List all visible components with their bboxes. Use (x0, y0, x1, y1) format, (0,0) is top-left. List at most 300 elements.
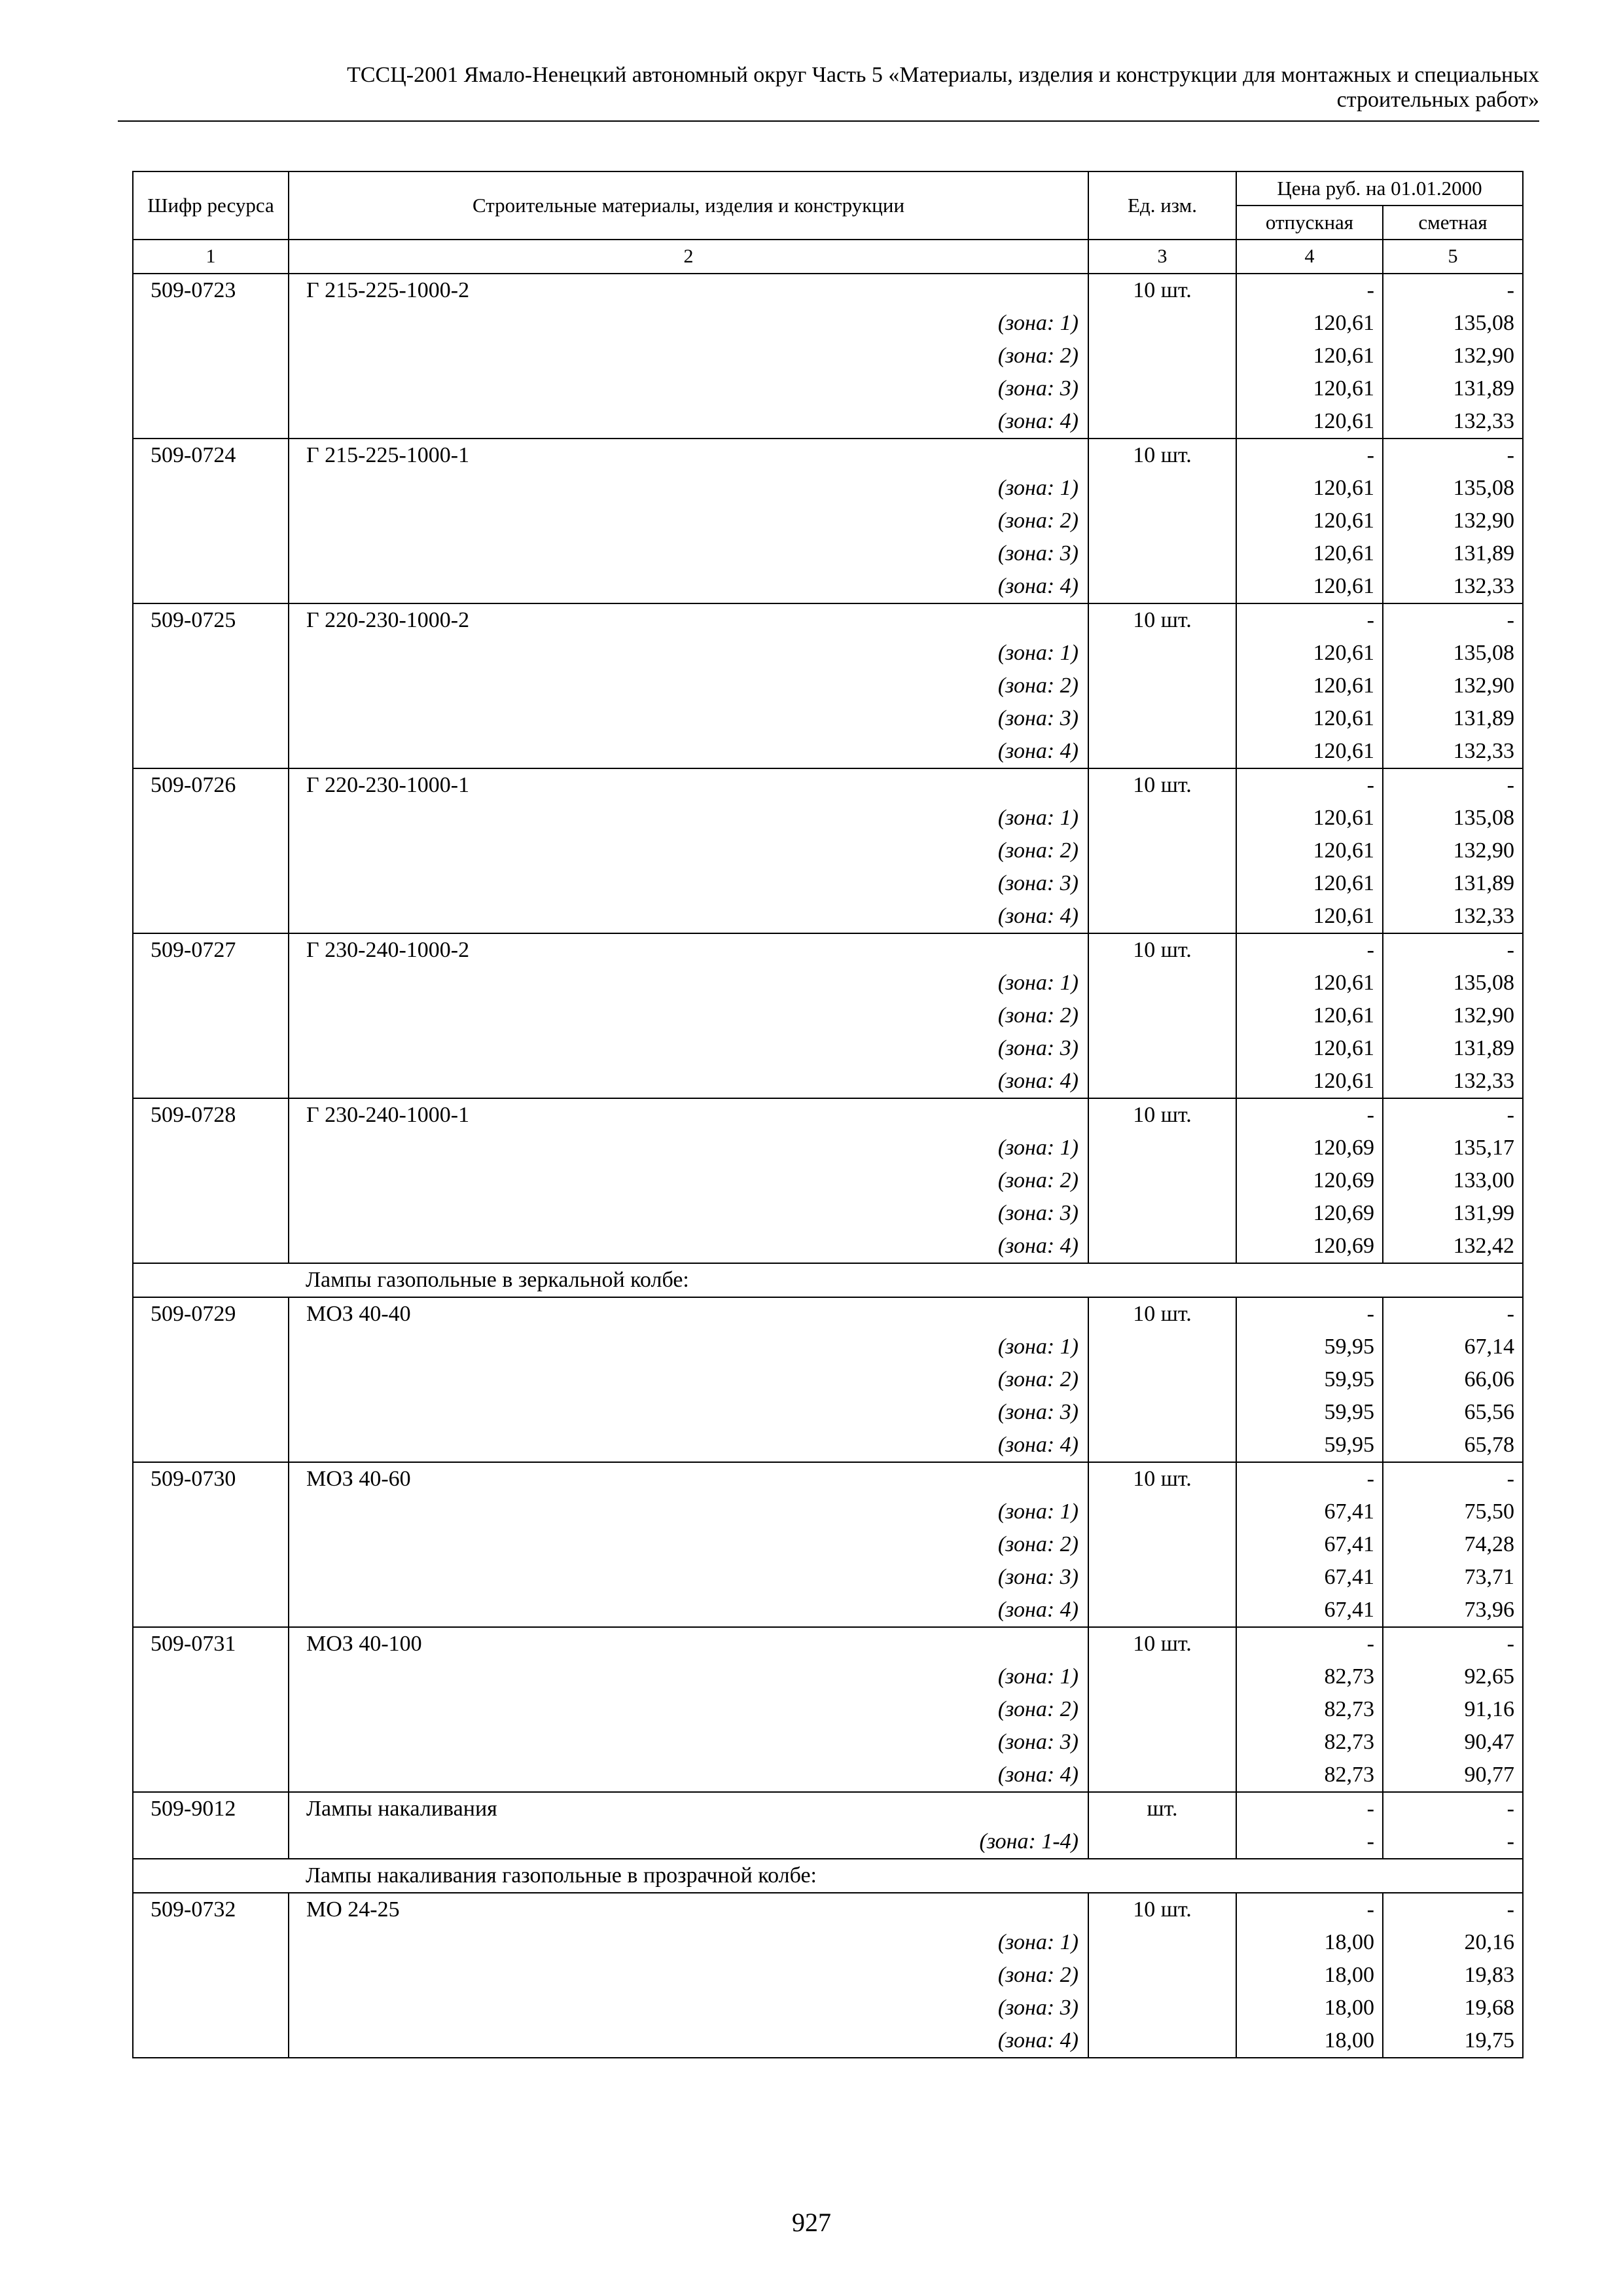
zone-row (133, 1926, 1523, 1959)
column-number: 5 (1383, 240, 1523, 274)
material-name: Г 220-230-1000-2 (289, 603, 1088, 637)
release-price: 120,61 (1236, 735, 1383, 768)
estimate-price: 75,50 (1383, 1496, 1523, 1528)
empty-code-cell (133, 1528, 289, 1561)
release-price: 120,61 (1236, 1065, 1383, 1098)
release-price: 120,61 (1236, 1032, 1383, 1065)
zone-label: (зона: 2) (289, 999, 1088, 1032)
zone-label: (зона: 4) (289, 900, 1088, 933)
empty-code-cell (133, 1726, 289, 1759)
release-price: 59,95 (1236, 1331, 1383, 1363)
zone-row (133, 1992, 1523, 2024)
empty-unit-cell (1088, 900, 1236, 933)
empty-unit-cell (1088, 1759, 1236, 1792)
release-price: 120,61 (1236, 307, 1383, 340)
table-row (133, 1627, 1523, 1660)
zone-label: (зона: 1) (289, 967, 1088, 999)
col-unit-header: Ед. изм. (1088, 171, 1236, 240)
empty-unit-cell (1088, 1164, 1236, 1197)
empty-code-cell (133, 537, 289, 570)
zone-label: (зона: 1) (289, 1660, 1088, 1693)
estimate-price: - (1383, 1462, 1523, 1496)
estimate-price: 19,75 (1383, 2024, 1523, 2058)
empty-code-cell (133, 1164, 289, 1197)
zone-label: (зона: 4) (289, 1230, 1088, 1263)
zone-label: (зона: 3) (289, 1396, 1088, 1429)
estimate-price: 65,78 (1383, 1429, 1523, 1462)
release-price: - (1236, 274, 1383, 307)
column-number: 4 (1236, 240, 1383, 274)
zone-label: (зона: 1-4) (289, 1825, 1088, 1859)
empty-code-cell (133, 900, 289, 933)
empty-code-cell (133, 1363, 289, 1396)
estimate-price: 91,16 (1383, 1693, 1523, 1726)
release-price: - (1236, 933, 1383, 967)
estimate-price: 135,08 (1383, 307, 1523, 340)
unit: 10 шт. (1088, 439, 1236, 472)
table-row (133, 1893, 1523, 1926)
empty-code-cell (133, 802, 289, 834)
estimate-price: 131,99 (1383, 1197, 1523, 1230)
zone-row (133, 472, 1523, 505)
empty-unit-cell (1088, 340, 1236, 372)
estimate-price: 132,90 (1383, 340, 1523, 372)
zone-row (133, 505, 1523, 537)
estimate-price: 90,47 (1383, 1726, 1523, 1759)
empty-code-cell (133, 1594, 289, 1627)
resource-code: 509-0731 (133, 1627, 289, 1660)
estimate-price: 132,33 (1383, 1065, 1523, 1098)
release-price: - (1236, 1792, 1383, 1825)
empty-code-cell (133, 1032, 289, 1065)
empty-code-cell (133, 834, 289, 867)
release-price: 120,61 (1236, 537, 1383, 570)
release-price: 120,61 (1236, 570, 1383, 603)
empty-unit-cell (1088, 2024, 1236, 2058)
table-row (133, 1462, 1523, 1496)
empty-code-cell (133, 505, 289, 537)
estimate-price: - (1383, 274, 1523, 307)
zone-row (133, 670, 1523, 702)
section-end-cell (1383, 1263, 1523, 1297)
zone-row (133, 1197, 1523, 1230)
col-release-header: отпускная (1236, 206, 1383, 240)
release-price: 67,41 (1236, 1594, 1383, 1627)
empty-unit-cell (1088, 307, 1236, 340)
empty-code-cell (133, 1561, 289, 1594)
estimate-price: 19,83 (1383, 1959, 1523, 1992)
empty-unit-cell (1088, 570, 1236, 603)
empty-code-cell (133, 1693, 289, 1726)
release-price: 120,61 (1236, 967, 1383, 999)
estimate-price: - (1383, 439, 1523, 472)
table-body (133, 274, 1523, 2058)
zone-row (133, 1230, 1523, 1263)
zone-row (133, 1065, 1523, 1098)
estimate-price: 74,28 (1383, 1528, 1523, 1561)
zone-label: (зона: 2) (289, 1528, 1088, 1561)
release-price: - (1236, 1297, 1383, 1331)
section-heading-row (133, 1263, 1523, 1297)
empty-unit-cell (1088, 1825, 1236, 1859)
estimate-price: - (1383, 1297, 1523, 1331)
release-price: 120,61 (1236, 670, 1383, 702)
empty-unit-cell (1088, 472, 1236, 505)
empty-code-cell (133, 1331, 289, 1363)
empty-code-cell (133, 1496, 289, 1528)
unit: 10 шт. (1088, 1098, 1236, 1132)
section-end-cell (1383, 1859, 1523, 1893)
header-rule (118, 120, 1539, 122)
empty-unit-cell (1088, 1197, 1236, 1230)
zone-label: (зона: 1) (289, 802, 1088, 834)
zone-label: (зона: 2) (289, 1363, 1088, 1396)
zone-row (133, 1429, 1523, 1462)
zone-label: (зона: 2) (289, 505, 1088, 537)
release-price: 120,69 (1236, 1132, 1383, 1164)
zone-row (133, 1594, 1523, 1627)
material-name: МОЗ 40-60 (289, 1462, 1088, 1496)
running-header (118, 63, 1539, 113)
empty-code-cell (133, 867, 289, 900)
zone-label: (зона: 4) (289, 1759, 1088, 1792)
estimate-price: 132,33 (1383, 735, 1523, 768)
release-price: - (1236, 1627, 1383, 1660)
estimate-price: 92,65 (1383, 1660, 1523, 1693)
section-blank-cell (133, 1263, 289, 1297)
material-name: Г 230-240-1000-2 (289, 933, 1088, 967)
material-name: Г 220-230-1000-1 (289, 768, 1088, 802)
zone-row (133, 1825, 1523, 1859)
empty-unit-cell (1088, 834, 1236, 867)
zone-label: (зона: 4) (289, 1065, 1088, 1098)
empty-unit-cell (1088, 1429, 1236, 1462)
zone-label: (зона: 3) (289, 867, 1088, 900)
empty-code-cell (133, 340, 289, 372)
estimate-price: 131,89 (1383, 537, 1523, 570)
unit: 10 шт. (1088, 274, 1236, 307)
zone-label: (зона: 1) (289, 1331, 1088, 1363)
zone-row (133, 735, 1523, 768)
zone-row (133, 900, 1523, 933)
table-row (133, 1098, 1523, 1132)
empty-code-cell (133, 735, 289, 768)
empty-unit-cell (1088, 1363, 1236, 1396)
estimate-price: 131,89 (1383, 372, 1523, 405)
release-price: - (1236, 1462, 1383, 1496)
zone-label: (зона: 2) (289, 1693, 1088, 1726)
release-price: 67,41 (1236, 1561, 1383, 1594)
estimate-price: 19,68 (1383, 1992, 1523, 2024)
unit: шт. (1088, 1792, 1236, 1825)
empty-unit-cell (1088, 1594, 1236, 1627)
estimate-price: 73,96 (1383, 1594, 1523, 1627)
zone-row (133, 802, 1523, 834)
material-name: МО 24-25 (289, 1893, 1088, 1926)
empty-unit-cell (1088, 1693, 1236, 1726)
estimate-price: 135,08 (1383, 472, 1523, 505)
zone-label: (зона: 1) (289, 1926, 1088, 1959)
empty-code-cell (133, 1759, 289, 1792)
empty-unit-cell (1088, 1528, 1236, 1561)
col-price-header: Цена руб. на 01.01.2000 (1236, 171, 1523, 206)
zone-row (133, 340, 1523, 372)
release-price: 120,61 (1236, 472, 1383, 505)
release-price: - (1236, 1825, 1383, 1859)
release-price: 18,00 (1236, 1926, 1383, 1959)
zone-label: (зона: 4) (289, 405, 1088, 439)
empty-unit-cell (1088, 372, 1236, 405)
resource-code: 509-0732 (133, 1893, 289, 1926)
zone-label: (зона: 4) (289, 1429, 1088, 1462)
zone-label: (зона: 2) (289, 670, 1088, 702)
zone-label: (зона: 4) (289, 1594, 1088, 1627)
empty-unit-cell (1088, 505, 1236, 537)
empty-code-cell (133, 702, 289, 735)
table-row (133, 768, 1523, 802)
unit: 10 шт. (1088, 768, 1236, 802)
empty-unit-cell (1088, 802, 1236, 834)
zone-row (133, 405, 1523, 439)
release-price: 120,61 (1236, 405, 1383, 439)
estimate-price: 20,16 (1383, 1926, 1523, 1959)
zone-label: (зона: 2) (289, 1164, 1088, 1197)
zone-label: (зона: 4) (289, 570, 1088, 603)
zone-label: (зона: 2) (289, 340, 1088, 372)
release-price: 67,41 (1236, 1496, 1383, 1528)
release-price: 120,61 (1236, 867, 1383, 900)
section-heading: Лампы газопольные в зеркальной колбе: (289, 1263, 1383, 1297)
estimate-price: 135,08 (1383, 967, 1523, 999)
zone-row (133, 372, 1523, 405)
release-price: 82,73 (1236, 1660, 1383, 1693)
empty-code-cell (133, 472, 289, 505)
release-price: 120,61 (1236, 505, 1383, 537)
release-price: 59,95 (1236, 1363, 1383, 1396)
column-number: 2 (289, 240, 1088, 274)
zone-row (133, 1660, 1523, 1693)
col-name-header: Строительные материалы, изделия и конструкции (289, 171, 1088, 240)
empty-code-cell (133, 307, 289, 340)
release-price: 18,00 (1236, 1959, 1383, 1992)
section-blank-cell (133, 1859, 289, 1893)
empty-unit-cell (1088, 1496, 1236, 1528)
zone-label: (зона: 3) (289, 372, 1088, 405)
estimate-price: - (1383, 768, 1523, 802)
empty-unit-cell (1088, 1032, 1236, 1065)
empty-code-cell (133, 670, 289, 702)
release-price: 59,95 (1236, 1396, 1383, 1429)
page-number: 927 (792, 2208, 831, 2237)
material-name: Г 215-225-1000-2 (289, 274, 1088, 307)
empty-unit-cell (1088, 867, 1236, 900)
resource-code: 509-0730 (133, 1462, 289, 1496)
zone-row (133, 1032, 1523, 1065)
zone-row (133, 1561, 1523, 1594)
empty-code-cell (133, 999, 289, 1032)
empty-code-cell (133, 1197, 289, 1230)
resource-code: 509-0729 (133, 1297, 289, 1331)
zone-row (133, 1496, 1523, 1528)
estimate-price: - (1383, 1825, 1523, 1859)
running-header-line-1: ТССЦ-2001 Ямало-Ненецкий автономный округ Часть 5 «Материалы, изделия и конструкции для монтажных и специальных (347, 63, 1539, 87)
empty-unit-cell (1088, 637, 1236, 670)
release-price: 18,00 (1236, 2024, 1383, 2058)
unit: 10 шт. (1088, 603, 1236, 637)
resource-code: 509-9012 (133, 1792, 289, 1825)
zone-label: (зона: 2) (289, 1959, 1088, 1992)
empty-code-cell (133, 1660, 289, 1693)
empty-code-cell (133, 1396, 289, 1429)
release-price: 120,69 (1236, 1197, 1383, 1230)
resource-code: 509-0726 (133, 768, 289, 802)
estimate-price: 132,90 (1383, 670, 1523, 702)
running-header-line-2: строительных работ» (1336, 88, 1539, 112)
empty-code-cell (133, 570, 289, 603)
estimate-price: - (1383, 1098, 1523, 1132)
empty-code-cell (133, 1429, 289, 1462)
estimate-price: - (1383, 1893, 1523, 1926)
zone-row (133, 1726, 1523, 1759)
zone-row (133, 702, 1523, 735)
empty-code-cell (133, 1132, 289, 1164)
col-estimate-header: сметная (1383, 206, 1523, 240)
zone-row (133, 1363, 1523, 1396)
empty-unit-cell (1088, 999, 1236, 1032)
empty-unit-cell (1088, 735, 1236, 768)
zone-row (133, 999, 1523, 1032)
table-header (133, 171, 1523, 274)
empty-code-cell (133, 1065, 289, 1098)
zone-row (133, 2024, 1523, 2058)
release-price: - (1236, 1893, 1383, 1926)
estimate-price: 66,06 (1383, 1363, 1523, 1396)
estimate-price: 132,90 (1383, 505, 1523, 537)
release-price: 120,69 (1236, 1164, 1383, 1197)
estimate-price: 131,89 (1383, 702, 1523, 735)
unit: 10 шт. (1088, 1627, 1236, 1660)
table-row (133, 1297, 1523, 1331)
empty-unit-cell (1088, 1331, 1236, 1363)
zone-label: (зона: 1) (289, 1496, 1088, 1528)
estimate-price: 135,08 (1383, 802, 1523, 834)
release-price: 18,00 (1236, 1992, 1383, 2024)
zone-label: (зона: 3) (289, 537, 1088, 570)
estimate-price: 131,89 (1383, 867, 1523, 900)
empty-code-cell (133, 2024, 289, 2058)
unit: 10 шт. (1088, 933, 1236, 967)
empty-unit-cell (1088, 670, 1236, 702)
empty-unit-cell (1088, 537, 1236, 570)
table-row (133, 603, 1523, 637)
estimate-price: 132,33 (1383, 570, 1523, 603)
empty-code-cell (133, 1825, 289, 1859)
release-price: 120,69 (1236, 1230, 1383, 1263)
zone-row (133, 1693, 1523, 1726)
estimate-price: 135,08 (1383, 637, 1523, 670)
zone-label: (зона: 1) (289, 637, 1088, 670)
resource-code: 509-0728 (133, 1098, 289, 1132)
zone-row (133, 637, 1523, 670)
empty-code-cell (133, 372, 289, 405)
release-price: 59,95 (1236, 1429, 1383, 1462)
empty-unit-cell (1088, 1230, 1236, 1263)
estimate-price: - (1383, 603, 1523, 637)
zone-row (133, 1528, 1523, 1561)
zone-row (133, 307, 1523, 340)
empty-unit-cell (1088, 405, 1236, 439)
material-name: МОЗ 40-40 (289, 1297, 1088, 1331)
estimate-price: - (1383, 933, 1523, 967)
estimate-price: 132,90 (1383, 834, 1523, 867)
empty-unit-cell (1088, 967, 1236, 999)
estimate-price: 132,33 (1383, 405, 1523, 439)
zone-row (133, 1959, 1523, 1992)
zone-label: (зона: 3) (289, 1726, 1088, 1759)
empty-unit-cell (1088, 1660, 1236, 1693)
empty-unit-cell (1088, 702, 1236, 735)
empty-unit-cell (1088, 1132, 1236, 1164)
zone-row (133, 967, 1523, 999)
estimate-price: 67,14 (1383, 1331, 1523, 1363)
column-number-row (133, 240, 1523, 274)
zone-row (133, 1331, 1523, 1363)
zone-label: (зона: 3) (289, 1992, 1088, 2024)
release-price: 82,73 (1236, 1759, 1383, 1792)
empty-code-cell (133, 967, 289, 999)
release-price: 67,41 (1236, 1528, 1383, 1561)
zone-row (133, 1164, 1523, 1197)
estimate-price: 131,89 (1383, 1032, 1523, 1065)
zone-label: (зона: 1) (289, 307, 1088, 340)
table-row (133, 274, 1523, 307)
empty-unit-cell (1088, 1561, 1236, 1594)
estimate-price: - (1383, 1627, 1523, 1660)
empty-unit-cell (1088, 1959, 1236, 1992)
empty-code-cell (133, 1926, 289, 1959)
release-price: 120,61 (1236, 802, 1383, 834)
zone-label: (зона: 3) (289, 1197, 1088, 1230)
section-heading: Лампы накаливания газопольные в прозрачной колбе: (289, 1859, 1383, 1893)
empty-unit-cell (1088, 1396, 1236, 1429)
release-price: - (1236, 1098, 1383, 1132)
column-number: 3 (1088, 240, 1236, 274)
estimate-price: 132,42 (1383, 1230, 1523, 1263)
zone-row (133, 537, 1523, 570)
resource-code: 509-0724 (133, 439, 289, 472)
release-price: - (1236, 768, 1383, 802)
column-number: 1 (133, 240, 289, 274)
empty-code-cell (133, 637, 289, 670)
empty-code-cell (133, 1992, 289, 2024)
release-price: 120,61 (1236, 372, 1383, 405)
zone-label: (зона: 2) (289, 834, 1088, 867)
empty-unit-cell (1088, 1992, 1236, 2024)
zone-row (133, 867, 1523, 900)
resource-code: 509-0725 (133, 603, 289, 637)
zone-row (133, 570, 1523, 603)
empty-code-cell (133, 1959, 289, 1992)
material-name: Г 215-225-1000-1 (289, 439, 1088, 472)
release-price: 82,73 (1236, 1726, 1383, 1759)
estimate-price: 132,90 (1383, 999, 1523, 1032)
release-price: - (1236, 439, 1383, 472)
zone-label: (зона: 3) (289, 1561, 1088, 1594)
unit: 10 шт. (1088, 1297, 1236, 1331)
release-price: 120,61 (1236, 702, 1383, 735)
release-price: 120,61 (1236, 834, 1383, 867)
zone-label: (зона: 1) (289, 1132, 1088, 1164)
